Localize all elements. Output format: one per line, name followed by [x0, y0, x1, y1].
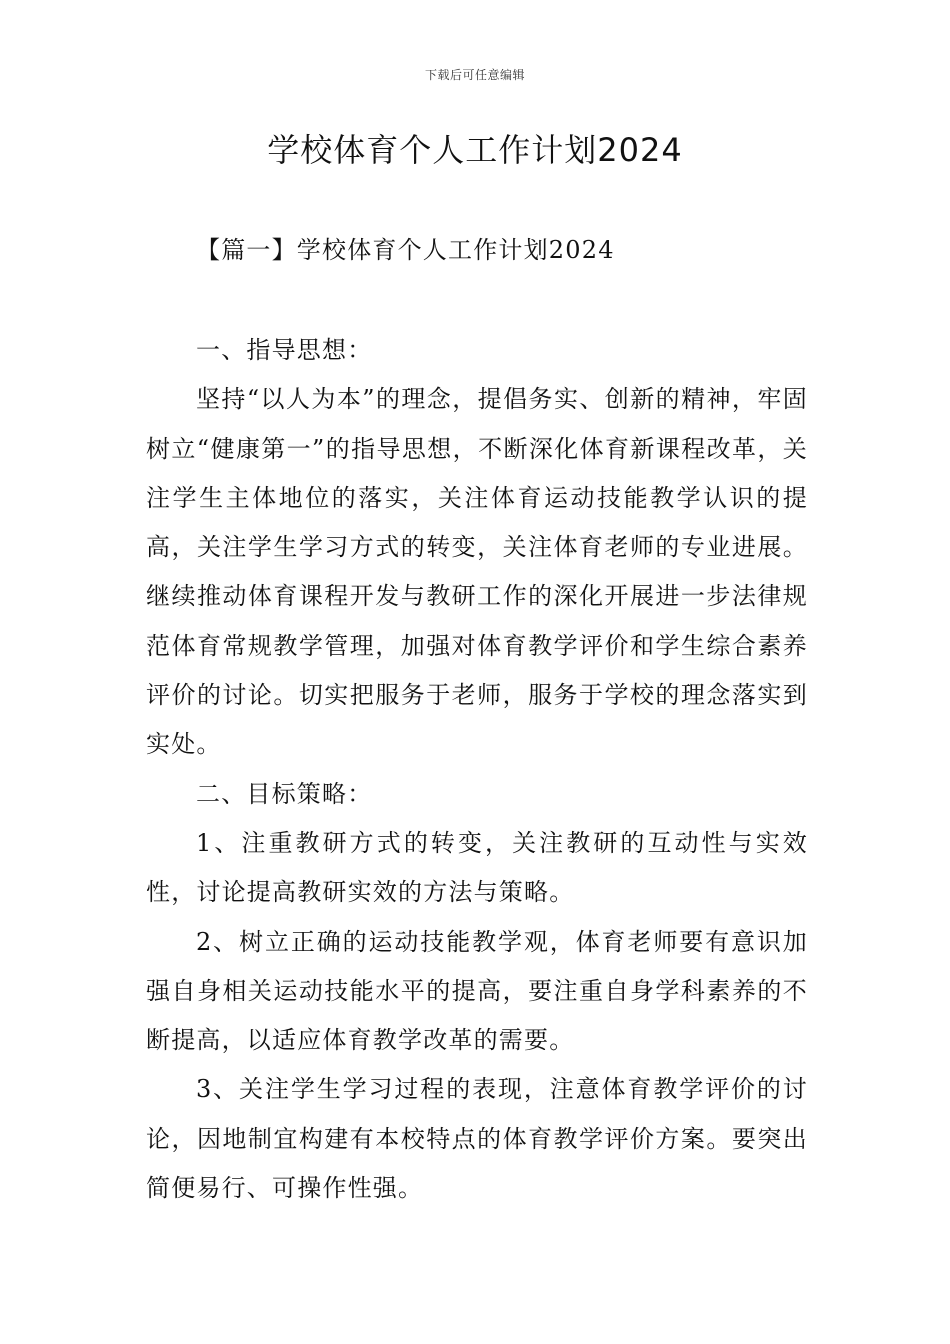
- paragraph-goal-3: 3、关注学生学习过程的表现，注意体育教学评价的讨论，因地制宜构建有本校特点的体育教学评价方案。要突出简便易行、可操作性强。: [146, 1075, 808, 1203]
- paragraph-guiding-ideology: 坚持“以人为本”的理念，提倡务实、创新的精神，牢固树立“健康第一”的指导思想，不断深化体育新课程改革，关注学生主体地位的落实，关注体育运动技能教学认识的提高，关注学生学习方式的转变，关注体育老师的专业进展。继续推动体育课程开发与教研工作的深化开展进一步法律规范体育常规教学管理，加强对体育教学评价和学生综合素养评价的讨论。切实把服务于老师，服务于学校的理念落实到实处。: [146, 385, 808, 759]
- document-title: 学校体育个人工作计划2024: [267, 131, 683, 169]
- heading-guiding-ideology: 一、指导思想：: [196, 336, 373, 364]
- paragraph-goal-2: 2、树立正确的运动技能教学观，体育老师要有意识加强自身相关运动技能水平的提高，要注重自身学科素养的不断提高，以适应体育教学改革的需要。: [146, 927, 808, 1055]
- heading-goals-strategies: 二、目标策略：: [196, 779, 373, 808]
- header-note: 下载后可任意编辑: [424, 68, 525, 82]
- document-body: [146, 326, 808, 1213]
- paragraph-goal-1: 1、注重教研方式的转变，关注教研的互动性与实效性，讨论提高教研实效的方法与策略。: [146, 828, 808, 907]
- section-subheading: 【篇一】学校体育个人工作计划2024: [196, 236, 615, 264]
